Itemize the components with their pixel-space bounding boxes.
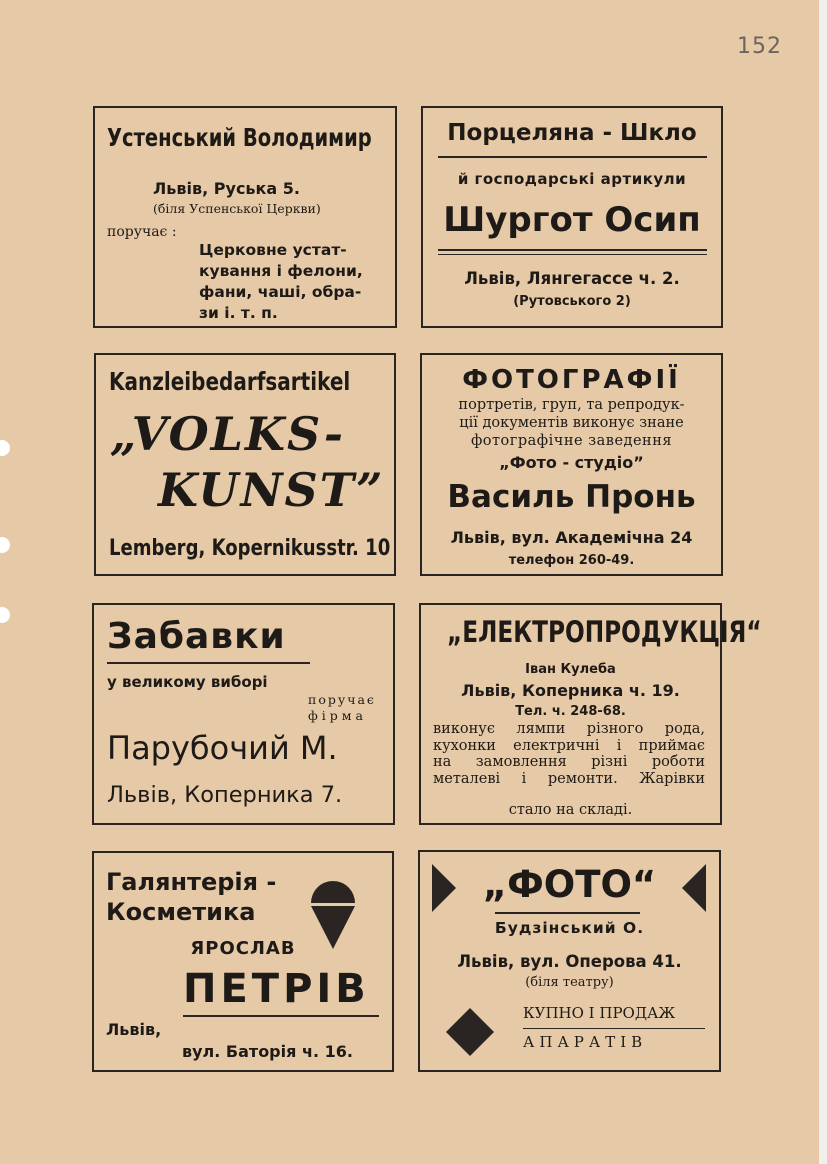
ad-owner: Будзінський О. (494, 919, 645, 937)
punch-hole (0, 440, 10, 456)
diamond-icon (446, 1008, 494, 1056)
divider (495, 912, 640, 914)
ad-title: Парубочий М. (107, 729, 338, 767)
ad-heading: ФОТОГРАФІЇ (462, 365, 681, 395)
ad-address: Львів, Лянгегассе ч. 2. (464, 269, 680, 288)
ad-electro (419, 603, 762, 825)
ad-title: KUNST” (158, 463, 385, 517)
ad-address: Львів, Руська 5. (153, 179, 300, 198)
divider (183, 1015, 379, 1017)
ad-subheading: у великому виборі (107, 673, 268, 691)
ad-recommends: поручає (308, 692, 376, 707)
ad-line: кування і фелони, (199, 262, 363, 280)
ad-body-line: металеві і ремонти. Жарівки (433, 770, 705, 787)
ad-line: фани, чаші, обра- (199, 283, 362, 301)
ad-photo-pron (420, 353, 723, 576)
ad-title: ПЕТРІВ (183, 966, 370, 1012)
page-number: 152 (737, 34, 782, 59)
ad-zabavky (92, 603, 395, 825)
ad-address: Львів, Коперника 7. (107, 782, 343, 808)
divider (438, 156, 707, 158)
ad-subheading: „Фото - студіо” (499, 453, 644, 472)
ad-title: „VOLKS- (110, 407, 345, 461)
ad-body-line: кухонки електричні і приймає (433, 737, 705, 754)
ad-line: Церковне устат- (199, 241, 347, 259)
ad-heading: Галянтерія - (106, 868, 277, 896)
ad-shurgot (421, 106, 723, 328)
ad-line: КУПНО І ПРОДАЖ (523, 1004, 676, 1022)
ad-title: Шургот Осип (443, 200, 701, 240)
ad-volkskunst (94, 353, 396, 576)
ad-owner: Іван Кулеба (525, 662, 616, 677)
divider (107, 662, 310, 664)
ad-heading: „ЕЛЕКТРОПРОДУКЦІЯ“ (447, 615, 762, 649)
ad-uspensky (93, 106, 397, 328)
ad-petriv (92, 851, 394, 1072)
ad-line: зи і. т. п. (199, 304, 278, 322)
ad-heading: Забавки (107, 616, 286, 657)
ad-note: (біля театру) (525, 975, 614, 990)
ad-phone: телефон 260-49. (508, 553, 635, 568)
ad-heading: „ФОТО“ (482, 863, 657, 906)
ad-address: вул. Баторія ч. 16. (182, 1042, 353, 1061)
ad-address: Львів, вул. Академічна 24 (450, 528, 693, 547)
ad-line: портретів, груп, та репродук- (458, 397, 685, 413)
ad-address: Львів, Коперника ч. 19. (461, 681, 680, 700)
ad-address: Lemberg, Kopernikusstr. 10 (109, 536, 391, 561)
ad-title: Василь Пронь (447, 479, 696, 515)
ad-line: фотографічне заведення (470, 433, 673, 449)
ad-recommends: поручає : (107, 224, 177, 240)
ad-line: АПАРАТІВ (523, 1033, 648, 1051)
ad-firm: фірма (308, 708, 367, 723)
ad-body-line: виконує лямпи різного рода, (433, 721, 705, 737)
punch-hole (0, 537, 10, 553)
ad-city: Львів, (106, 1020, 162, 1039)
divider (523, 1028, 705, 1029)
ad-body (433, 721, 705, 787)
punch-hole (0, 607, 10, 623)
ad-note: (Рутовського 2) (513, 294, 631, 309)
ad-foto-budzinsky (418, 850, 721, 1072)
ad-heading: Kanzleibedarfsartikel (109, 367, 351, 396)
divider (438, 254, 707, 255)
ad-title: Устенський Володимир (107, 123, 372, 152)
ad-line: ції документів виконує знане (459, 415, 684, 431)
ad-address: Львів, вул. Оперова 41. (457, 952, 682, 971)
ad-first-name: ЯРОСЛАВ (190, 938, 296, 959)
ad-heading: Косметика (106, 898, 256, 926)
page-edge (819, 0, 827, 1164)
ad-subheading: й господарські артикули (457, 170, 687, 188)
ad-note: (біля Успенської Церкви) (153, 201, 321, 216)
ad-phone: Тел. ч. 248-68. (515, 704, 626, 719)
ad-body-line: на замовлення різні роботи (433, 754, 705, 771)
divider (438, 249, 707, 251)
ad-body-line: стало на складі. (508, 802, 633, 818)
ad-heading: Порцеляна - Шкло (447, 120, 697, 146)
